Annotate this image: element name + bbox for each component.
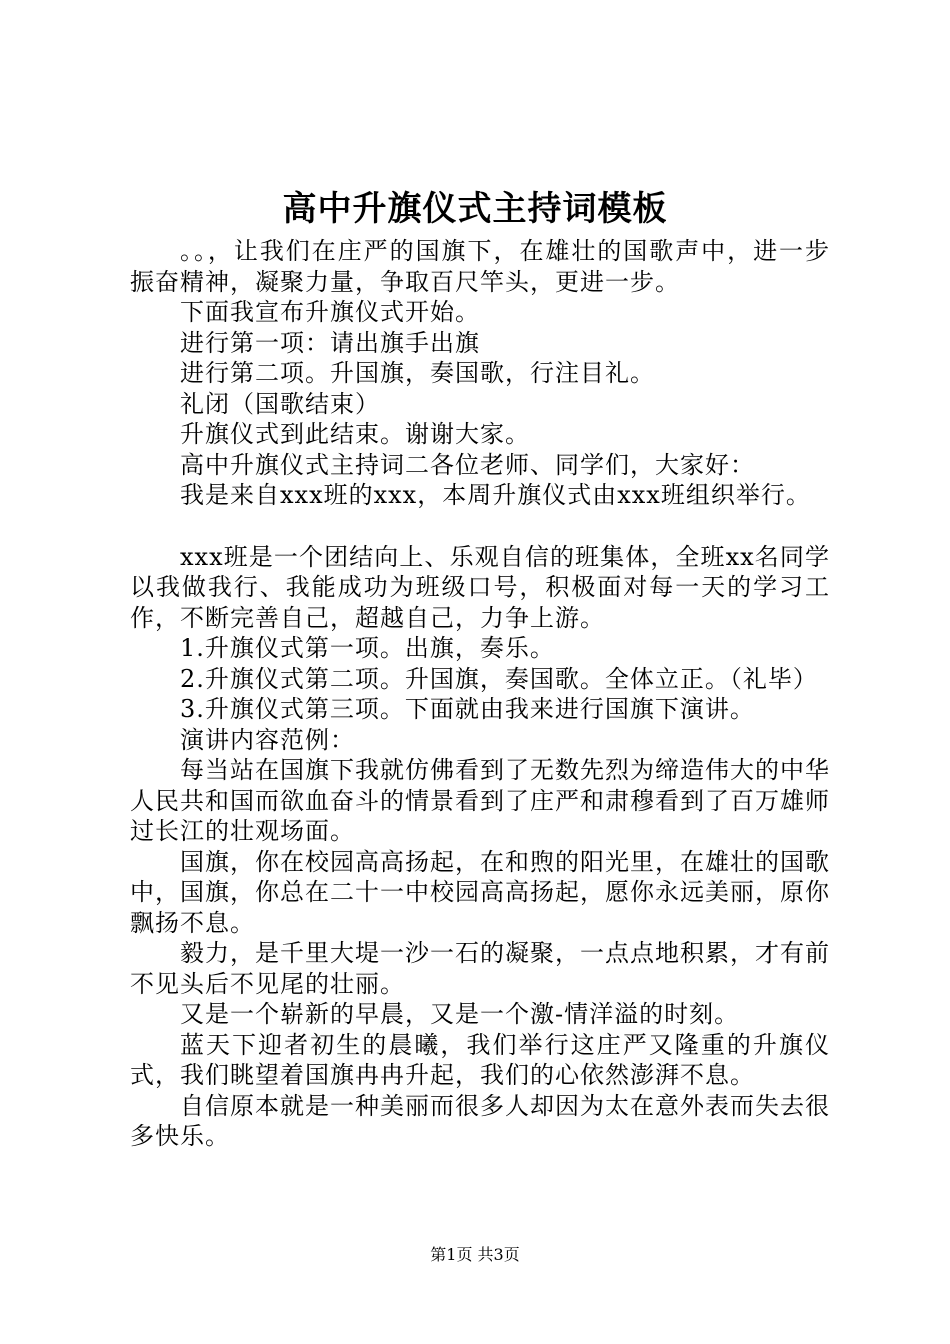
paragraph: xxx班是一个团结向上、乐观自信的班集体，全班xx名同学以我做我行、我能成功为班级口号，积极面对每一天的学习工作，不断完善自己，超越自己，力争上游。 — [130, 542, 830, 632]
document-title: 高中升旗仪式主持词模板 — [282, 189, 668, 229]
paragraph: 蓝天下迎者初生的晨曦，我们举行这庄严又隆重的升旗仪式，我们眺望着国旗冉冉升起，我们的心依然澎湃不息。 — [130, 1030, 830, 1089]
document-body — [130, 236, 830, 1152]
paragraph: 演讲内容范例： — [180, 725, 355, 754]
paragraph: 升旗仪式到此结束。谢谢大家。 — [180, 420, 530, 448]
paragraph: 每当站在国旗下我就仿佛看到了无数先烈为缔造伟大的中华人民共和国而欲血奋斗的情景看到了庄严和肃穆看到了百万雄师过长江的壮观场面。 — [130, 756, 830, 845]
paragraph: 3.升旗仪式第三项。下面就由我来进行国旗下演讲。 — [180, 695, 755, 723]
paragraph: 国旗，你在校园高高扬起，在和煦的阳光里，在雄壮的国歌中，国旗，你总在二十一中校园高高扬起，愿你永远美丽，原你飘扬不息。 — [130, 847, 830, 937]
paragraph: 我是来自xxx班的xxx，本周升旗仪式由xxx班组织举行。 — [180, 481, 811, 509]
paragraph: 进行第二项。升国旗，奏国歌，行注目礼。 — [180, 359, 655, 387]
paragraph: 2.升旗仪式第二项。升国旗，奏国歌。全体立正。（礼毕） — [180, 664, 818, 693]
blank-line — [130, 511, 830, 542]
page-number-footer: 第1页 共3页 — [430, 1245, 520, 1264]
paragraph: 毅力，是千里大堤一沙一石的凝聚，一点点地积累，才有前不见头后不见尾的壮丽。 — [130, 939, 830, 998]
paragraph: 下面我宣布升旗仪式开始。 — [180, 298, 480, 326]
paragraph: 。。，让我们在庄严的国旗下，在雄壮的国歌声中，进一步振奋精神，凝聚力量，争取百尺竿头，更进一步。 — [130, 237, 830, 296]
paragraph: 进行第一项：请出旗手出旗 — [180, 328, 480, 357]
paragraph: 礼闭（国歌结束） — [180, 389, 380, 418]
paragraph: 自信原本就是一种美丽而很多人却因为太在意外表而失去很多快乐。 — [130, 1091, 830, 1150]
paragraph: 高中升旗仪式主持词二各位老师、同学们，大家好： — [180, 450, 755, 479]
paragraph: 又是一个崭新的早晨，又是一个激-情洋溢的时刻。 — [180, 1000, 740, 1028]
paragraph: 1.升旗仪式第一项。出旗，奏乐。 — [180, 634, 555, 662]
